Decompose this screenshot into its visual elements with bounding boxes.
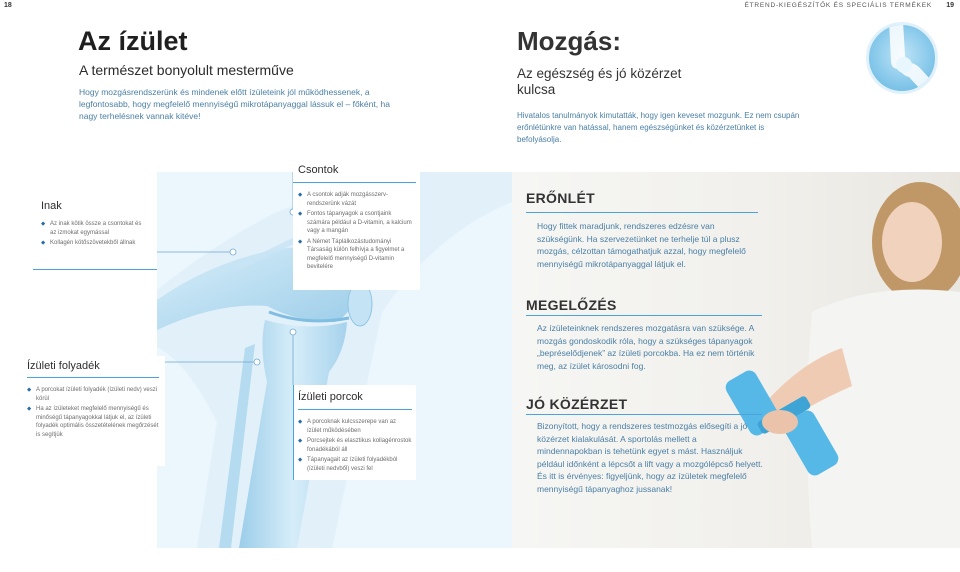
page-subtitle: A természet bonyolult mesterműve [79,62,294,78]
page-number-left: 18 [4,2,12,9]
divider [526,315,762,316]
section-title-wellbeing: JÓ KÖZÉRZET [526,396,628,412]
list-item: ◆ Fontos tápanyagok a csontjaink számára például a D-vitamin, a kalcium vagy a mangán [298,210,416,236]
section-title-strength: ERŐNLÉT [526,190,595,206]
list-item: ◆ A Német Táplálkozástudományi Társaság külön felhívja a figyelmet a megfelelő mennyiségű D-vitamin bevitelére [298,238,416,272]
movement-subtitle: Az egészség és jó közérzet kulcsa [517,66,682,97]
list-item: ◆ Az inak kötik össze a csontokat és az izmokat egymással [41,220,149,237]
movement-title: Mozgás: [517,26,621,56]
list-item: ◆ Ha az ízületeket megfelelő mennyiségű és minőségű tápanyagokkal látjuk el, az ízületi folyadék optimális összetételének megőrzését is segítjük [27,405,159,439]
list-item: ◆ A porcokat ízületi folyadék (ízületi nedv) veszi körül [27,386,159,403]
running-header: ÉTREND-KIEGÉSZÍTŐK ÉS SPECIÁLIS TERMÉKEK [744,2,932,9]
divider [526,414,762,415]
intro-text: Hogy mozgásrendszerünk és mindenek előtt ízületeink jól működhessenek, a legfontosabb, hogy megfelelő mennyiségű mikrotápanyaggal lássuk el – főként, ha nagy terhelésnek vannak kitéve! [79,87,390,121]
page-title: Az ízület [78,26,188,56]
section-text-prevention: Az ízületeinknek rendszeres mozgatásra van szüksége. A mozgás gondoskodik róla, hogy a szükséges tápanyagok „bepréselődjenek” az ízületi porcokba. Ha ez nem történik meg, az ízület károsodni fog. [537,323,755,371]
knee-joint-icon [866,22,938,94]
section-text-wellbeing: Bizonyított, hogy a rendszeres testmozgás elősegíti a jó közérzet kialakulását. A sportolás mellett a mindennapokban is tehetünk egyet s mást. Használjuk például időnként a lépcsőt a lift vagy a mozgólépcső helyett. És itt is érvényes: figyeljünk, hogy az ízületek megfelelő mennyiségű tápanyaghoz jussanak! [537,421,763,494]
list-item: ◆ Kollagén kötőszövetekből állnak [41,239,149,248]
label-synovial-fluid-title: Ízületi folyadék [27,360,159,378]
list-item: ◆ A csontok adják mozgásszerv-rendszerünk vázát [298,191,416,208]
label-bones [293,158,420,290]
label-cartilage [293,385,416,480]
list-item: ◆ A porcoknak kulcsszerepe van az ízület működésében [298,418,412,435]
list-item: ◆ Porcsejtek és elasztikus kollagénrostok fonadékából áll [298,437,412,454]
label-bones-title: Csontok [293,164,416,183]
section-text-strength: Hogy fittek maradjunk, rendszeres edzésre van szükségünk. Ha szervezetünket ne terhelje túl a plusz mozgás, célzottan támogathatjuk azzal, hogy megfelelő mennyiségű mikrotápanyaggal látjuk el. [537,221,746,269]
section-title-prevention: MEGELŐZÉS [526,297,617,313]
list-item: ◆ Tápanyagait az ízületi folyadékból (ízületi nedvből) veszi fel [298,456,412,473]
label-synovial-fluid [23,356,165,466]
label-cartilage-title: Ízületi porcok [298,391,412,410]
page-number-right: 19 [946,2,954,9]
label-tendons [33,190,157,270]
movement-text: Hivatalos tanulmányok kimutatták, hogy igen keveset mozgunk. Ez nem csupán erőnlétünkre van hatással, hanem egészségünket és közérzetünket is befolyásolja. [517,111,800,144]
label-tendons-title: Inak [41,200,62,212]
divider [526,212,758,213]
